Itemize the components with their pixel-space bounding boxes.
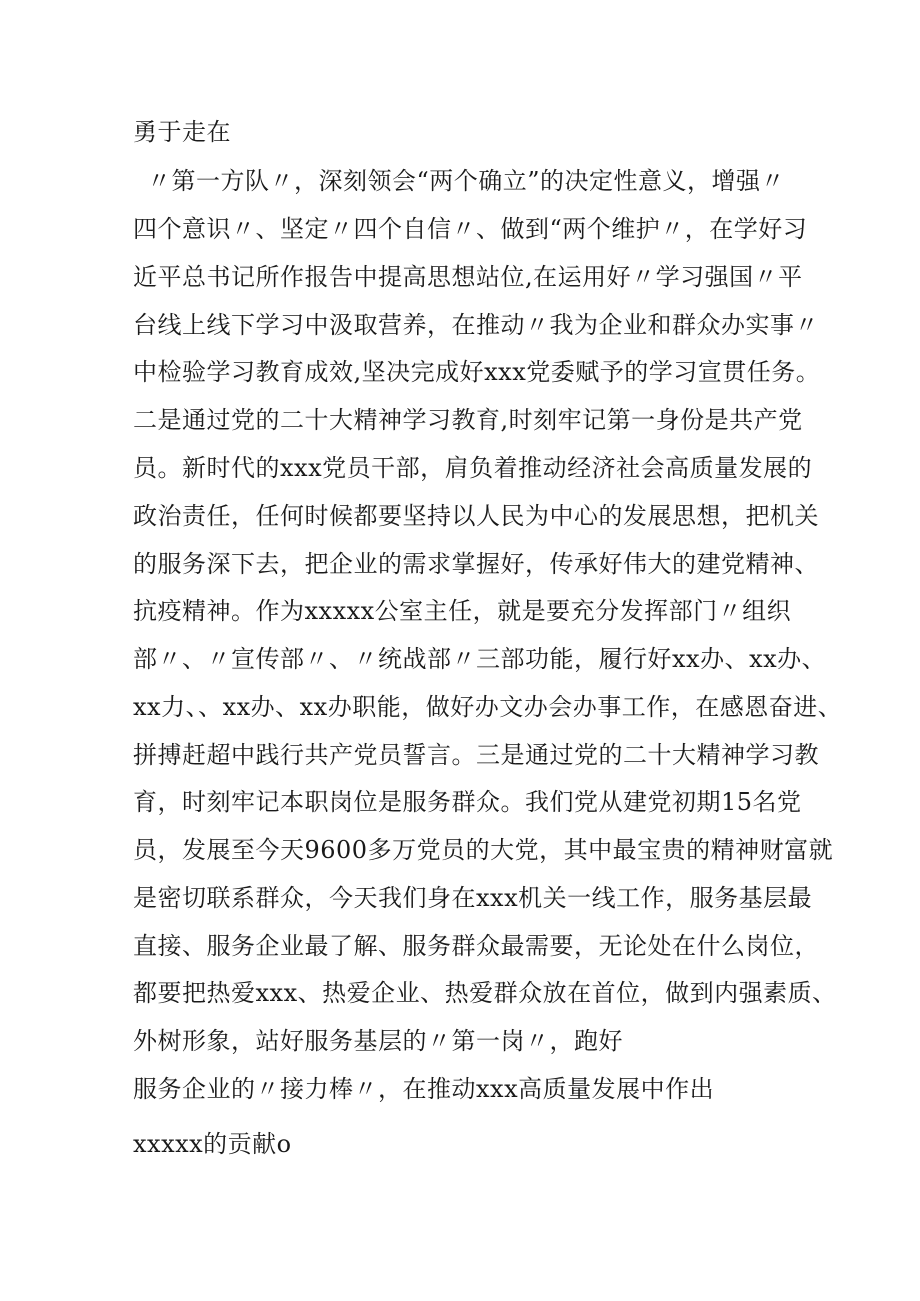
- text-line: 员。新时代的xxx党员干部，肩负着推动经济社会高质量发展的: [133, 454, 813, 482]
- text-line: 近平总书记所作报告中提高思想站位,在运用好〃学习强国〃平: [133, 263, 803, 291]
- text-line: 服务企业的〃接力棒〃，在推动xxx高质量发展中作出: [133, 1075, 715, 1103]
- text-line: 员，发展至今天9600多万党员的大党，其中最宝贵的精神财富就: [133, 836, 834, 864]
- text-line: 都要把热爱xxx、热爱企业、热爱群众放在首位，做到内强素质、: [133, 979, 837, 1007]
- text-line: 二是通过党的二十大精神学习教育,时刻牢记第一身份是共产党: [133, 406, 803, 434]
- text-line: 拼搏赶超中践行共产党员誓言。三是通过党的二十大精神学习教: [133, 741, 819, 769]
- text-line: 四个意识〃、坚定〃四个自信〃、做到“两个维护〃，在学好习: [133, 215, 808, 243]
- text-line: 中检验学习教育成效,坚决完成好xxx党委赋予的学习宣贯任务。: [133, 358, 821, 386]
- text-line: 部〃、〃宣传部〃、〃统战部〃三部功能，履行好xx办、xx办、: [133, 645, 827, 673]
- text-line: 育，时刻牢记本职岗位是服务群众。我们党从建党初期15名党: [133, 788, 802, 816]
- text-line: 是密切联系群众，今天我们身在xxx机关一线工作，服务基层最: [133, 884, 813, 912]
- text-line: 抗疫精神。作为xxxxx公室主任，就是要充分发挥部门〃组织: [133, 597, 792, 625]
- text-line: 政治责任，任何时候都要坚持以人民为中心的发展思想，把机关: [133, 502, 819, 530]
- text-line: 〃第一方队〃，深刻领会“两个确立”的决定性意义，增强〃: [147, 167, 786, 195]
- text-line: 勇于走在: [133, 118, 231, 146]
- text-line: 直接、服务企业最了解、服务群众最需要，无论处在什么岗位，: [133, 932, 819, 960]
- text-line: 的服务深下去，把企业的需求掌握好，传承好伟大的建党精神、: [133, 550, 819, 578]
- text-line: 台线上线下学习中汲取营养，在推动〃我为企业和群众办实事〃: [133, 311, 819, 339]
- text-line: xxxxx的贡献o: [133, 1130, 292, 1158]
- text-line: xx力、、xx办、xx办职能，做好办文办会办事工作，在感恩奋进、: [133, 693, 843, 721]
- text-line: 外树形象，站好服务基层的〃第一岗〃，跑好: [133, 1027, 623, 1055]
